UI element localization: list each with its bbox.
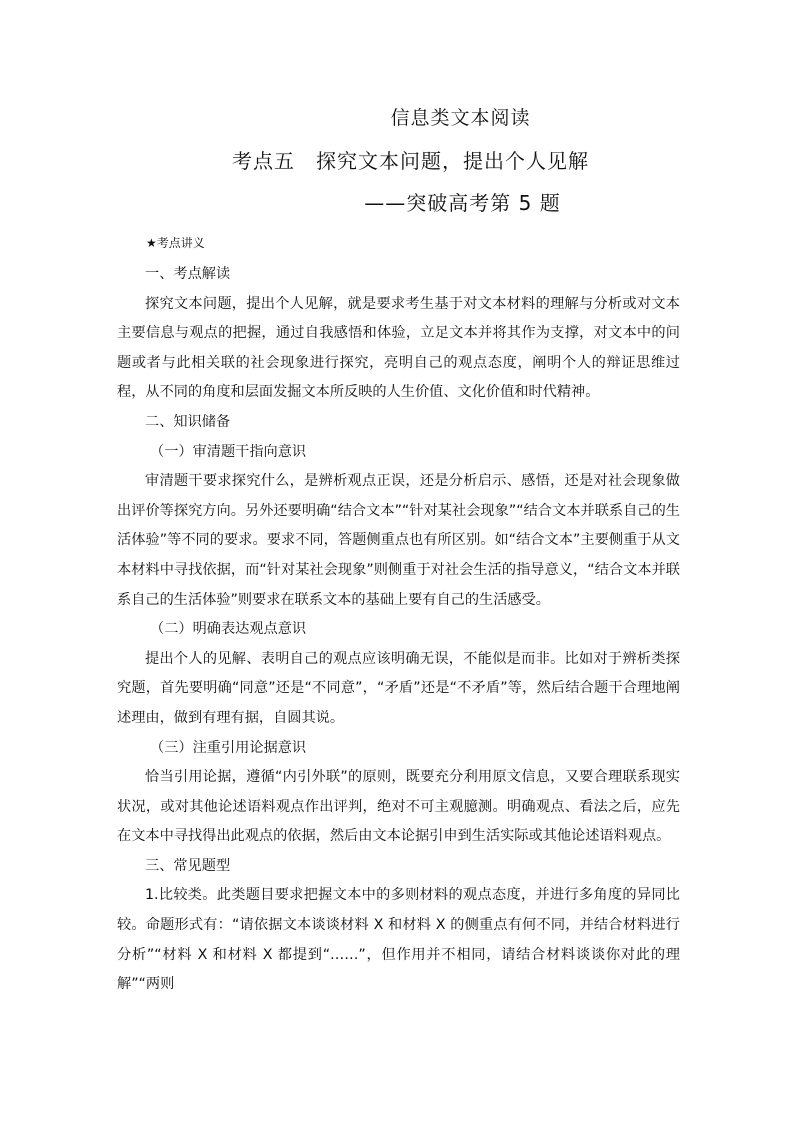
subsection1-paragraph: 审清题干要求探究什么，是辨析观点正误，还是分析启示、感悟，还是对社会现象做出评价等探究方向。另外还要明确“结合文本”“针对某社会现象”“结合文本并联系自己的生活体验”等不同的要求。要求不同，答题侧重点也有所区别。如“结合文本”主要侧重于从文本材料中寻找依据，而“针对某社会现象”则侧重于对社会生活的指导意义，“结合文本并联系自己的生活体验”则要求在联系文本的基础上要有自己的生活感受。 bbox=[117, 473, 680, 608]
document-title: 信息类文本阅读 bbox=[390, 107, 531, 129]
section-label: ★考点讲义 bbox=[146, 236, 205, 250]
subsection3-heading: （三）注重引用论据意识 bbox=[150, 739, 307, 756]
section2-heading: 二、知识储备 bbox=[145, 413, 231, 430]
document-subtitle-2: ——突破高考第 5 题 bbox=[364, 191, 561, 215]
document-subtitle: 考点五 探究文本问题，提出个人见解 bbox=[232, 149, 589, 173]
section1-paragraph: 探究文本问题，提出个人见解，就是要求考生基于对文本材料的理解与分析或对文本主要信息与观点的把握，通过自我感悟和体验，立足文本并将其作为支撑，对文本中的问题或者与此相关联的社会现象进行探究，亮明自己的观点态度，阐明个人的辩证思维过程，从不同的角度和层面发掘文本所反映的人生价值、文化价值和时代精神。 bbox=[117, 295, 680, 401]
subsection3-paragraph: 恰当引用论据，遵循“内引外联”的原则，既要充分利用原文信息，又要合理联系现实状况，或对其他论述语料观点作出评判，绝对不可主观臆测。明确观点、看法之后，应先在文本中寻找得出此观点的依据，然后由文本论据引申到生活实际或其他论述语料观点。 bbox=[117, 769, 680, 845]
document-body bbox=[117, 232, 680, 1000]
type1-paragraph: 1.比较类。此类题目要求把握文本中的多则材料的观点态度，并进行多角度的异同比较。命题形式有：“请依据文本谈谈材料 X 和材料 X 的侧重点有何不同，并结合材料进行分析”“材料 X 和材料 X 都提到“……”，但作用并不相同，请结合材料谈谈你对此的理解”“两则 bbox=[117, 887, 680, 993]
subsection1-heading: （一）审清题干指向意识 bbox=[150, 443, 307, 460]
subsection2-heading: （二）明确表达观点意识 bbox=[150, 621, 307, 638]
section1-heading: 一、考点解读 bbox=[145, 266, 231, 282]
section3-heading: 三、常见题型 bbox=[145, 857, 231, 874]
subsection2-paragraph: 提出个人的见解、表明自己的观点应该明确无误，不能似是而非。比如对于辨析类探究题，首先要明确“同意”还是“不同意”，“矛盾”还是“不矛盾”等，然后结合题干合理地阐述理由，做到有理有据，自圆其说。 bbox=[117, 650, 680, 726]
